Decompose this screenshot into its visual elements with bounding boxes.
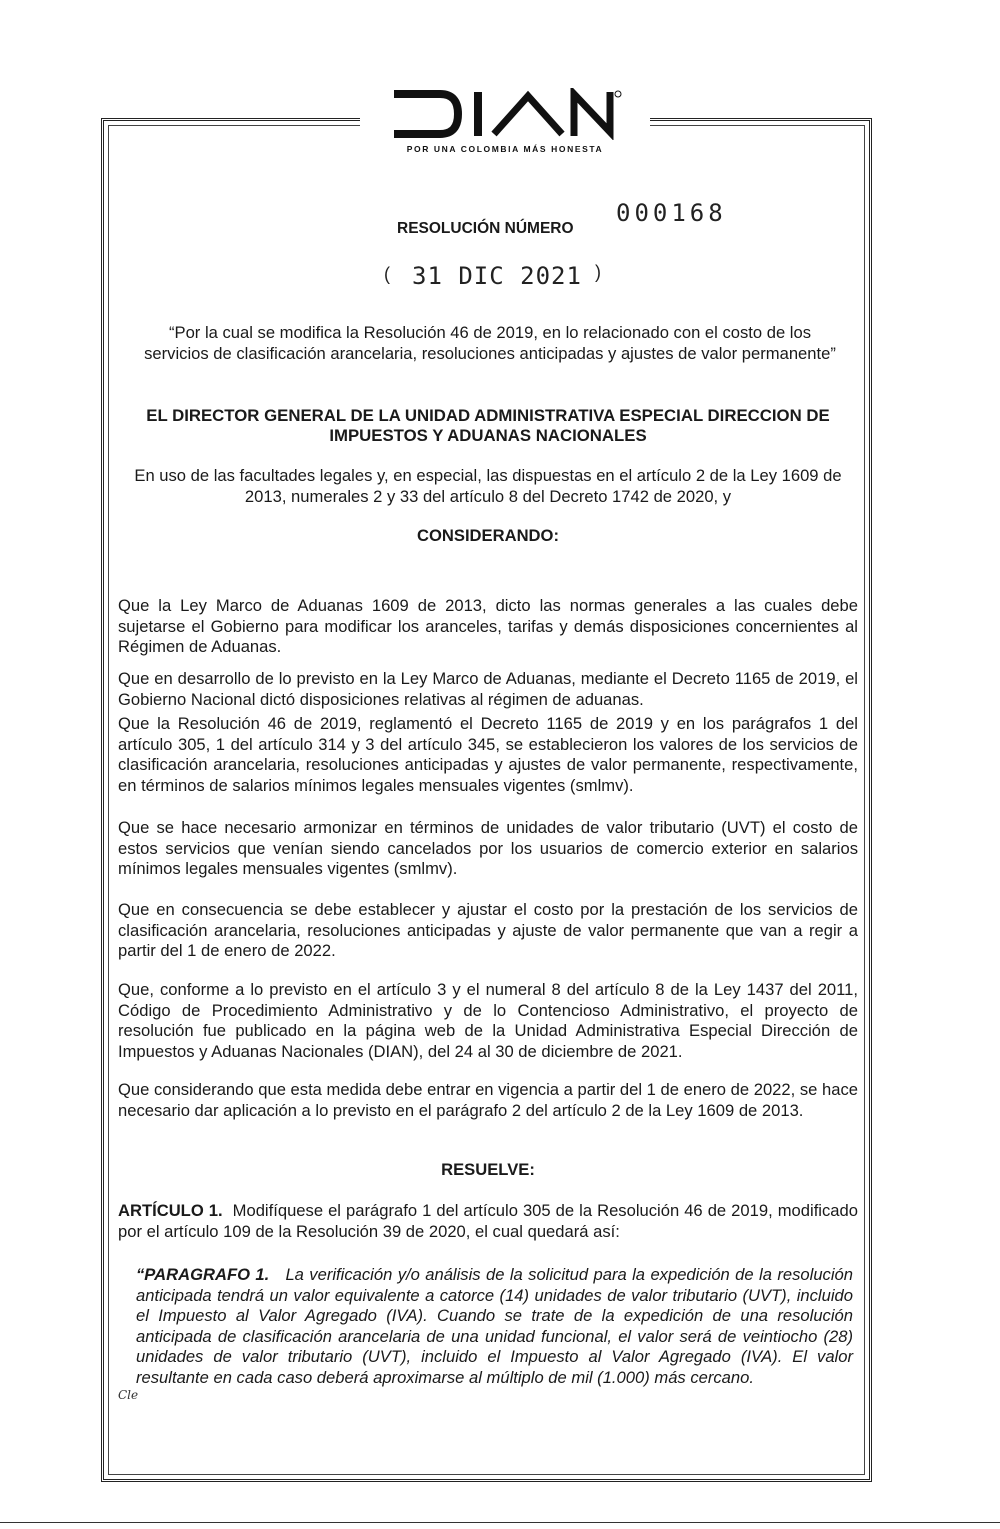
paragraph-text: Que en consecuencia se debe establecer y ajustar el costo por la prestación de los servicios de clasificación arancelaria, resoluciones anticipadas y ajuste de valor permanente que van a regir a partir del 1 de enero de 2022. (118, 900, 858, 961)
articulo-1-text: Modifíquese el parágrafo 1 del artículo 305 de la Resolución 46 de 2019, modificado por el artículo 109 de la Resolución 39 de 2020, el cual quedará así: (118, 1201, 858, 1241)
articulo-1-title: ARTÍCULO 1. (118, 1201, 223, 1220)
paragraph-text: Que en desarrollo de lo previsto en la Ley Marco de Aduanas, mediante el Decreto 1165 de 2019, el Gobierno Nacional dictó disposiciones relativas al régimen de aduanas. (118, 669, 858, 709)
resuelve-heading: RESUELVE: (441, 1160, 535, 1179)
dian-logo (388, 88, 624, 140)
resolution-title: “Por la cual se modifica la Resolución 46 de 2019, en lo relacionado con el costo de los servicios de clasificación arancelaria, resoluciones anticipadas y ajustes de valor permanente” (144, 323, 836, 363)
dian-letterhead (360, 82, 650, 162)
issuer-heading: EL DIRECTOR GENERAL DE LA UNIDAD ADMINISTRATIVA ESPECIAL DIRECCION DE IMPUESTOS Y ADUANAS NACIONALES (146, 406, 830, 445)
paragrafo-1-head: “PARAGRAFO 1. (136, 1265, 270, 1284)
considerando-6 (118, 980, 858, 1062)
considerando-heading: CONSIDERANDO: (417, 526, 559, 545)
considerando-3 (118, 714, 858, 796)
page-bottom-rule (0, 1522, 1000, 1523)
considerando-1 (118, 596, 858, 658)
resolution-number: 000168 (616, 199, 727, 227)
articulo-1 (118, 1201, 858, 1242)
paragrafo-1-text: La verificación y/o análisis de la solicitud para la expedición de la resolución anticipada tendrá un valor equivalente a catorce (14) unidades de valor tributario (UVT), incluido el Impuesto al Valor Agregado (IVA). Cuando se trate de la expedición de una resolución anticipada de clasificación arancelaria de una unidad funcional, el valor será de veintiocho (28) unidades de valor tributario (UVT), incluido el Impuesto al Valor Agregado (IVA). El valor resultante en cada caso deberá aproximarse al múltiplo de mil (1.000) más cercano. (136, 1265, 853, 1387)
initials-mark: Cle (118, 1388, 139, 1402)
considerando-7 (118, 1080, 858, 1121)
resolution-label: RESOLUCIÓN NÚMERO (397, 220, 574, 237)
considerando-5 (118, 900, 858, 962)
legal-basis: En uso de las facultades legales y, en especial, las dispuestas en el artículo 2 de la Ley 1609 de 2013, numerales 2 y 33 del artículo 8 del Decreto 1742 de 2020, y (134, 466, 842, 506)
paragraph-text: Que, conforme a lo previsto en el artículo 3 y el numeral 8 del artículo 8 de la Ley 1437 del 2011, Código de Procedimiento Administrativo y de lo Contencioso Administrativo, el proyecto de resolución fue publicado en la página web de la Unidad Administrativa Especial Dirección de Impuestos y Aduanas Nacionales (DIAN), del 24 al 30 de diciembre de 2021. (118, 980, 858, 1061)
paragraph-text: Que la Resolución 46 de 2019, reglamentó el Decreto 1165 de 2019 y en los parágrafos 1 del artículo 305, 1 del artículo 314 y 3 del artículo 345, se establecieron los valores de los servicios de clasificación arancelaria, resoluciones anticipadas y ajustes de valor permanente, respectivamente, en términos de salarios mínimos legales mensuales vigentes (smlmv). (118, 714, 858, 795)
slogan: POR UNA COLOMBIA MÁS HONESTA (406, 144, 604, 154)
date-open-paren: ( (384, 264, 390, 284)
resolution-date-stamp (384, 262, 614, 290)
considerando-4 (118, 818, 858, 880)
articulo-1-body (118, 1201, 858, 1242)
date-close-paren: ) (595, 262, 601, 282)
considerando-2 (118, 669, 858, 710)
paragraph-text: Que considerando que esta medida debe entrar en vigencia a partir del 1 de enero de 2022, se hace necesario dar aplicación a lo previsto en el parágrafo 2 del artículo 2 de la Ley 1609 de 2013. (118, 1080, 858, 1120)
paragrafo-1-quote (136, 1265, 853, 1389)
resolution-date: 31 DIC 2021 (412, 262, 582, 290)
paragraph-text: Que la Ley Marco de Aduanas 1609 de 2013, dicto las normas generales a las cuales debe sujetarse el Gobierno para modificar los aranceles, tarifas y demás disposiciones concernientes al Régimen de Aduanas. (118, 596, 858, 657)
paragraph-text: Que se hace necesario armonizar en términos de unidades de valor tributario (UVT) el costo de estos servicios que venían siendo cancelados por los usuarios de comercio exterior en salarios mínimos legales mensuales vigentes (smlmv). (118, 818, 858, 879)
